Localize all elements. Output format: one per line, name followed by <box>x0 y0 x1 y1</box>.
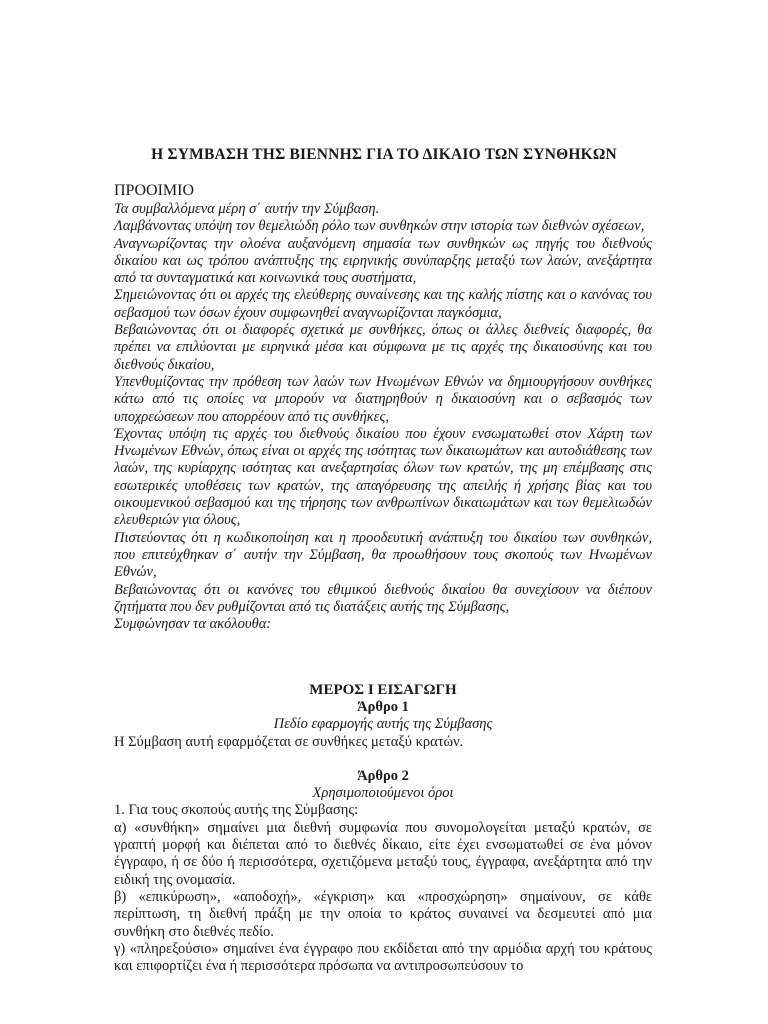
article-2-paragraph: 1. Για τους σκοπούς αυτής της Σύμβασης: <box>114 802 359 819</box>
part-one-section <box>114 681 652 975</box>
preamble-paragraph: Αναγνωρίζοντας την ολοένα αυξανόμενη σημασία των συνθηκών ως πηγής του διεθνούς δικαίου και ως τρόπου ανάπτυξης της ειρηνικής συνύπαρξης μεταξύ των λαών, ανεξάρτητα από τα συνταγματικά και κοινωνικά τους συστήματα, <box>114 235 652 287</box>
part-one-heading: ΜΕΡΟΣ Ι ΕΙΣΑΓΩΓΗ <box>309 682 457 698</box>
preamble-section <box>114 181 652 633</box>
preamble-paragraph: Έχοντας υπόψη τις αρχές του διεθνούς δικαίου που έχουν ενσωματωθεί στον Χάρτη των Ηνωμένων Εθνών, όπως είναι οι αρχές της ισότητας των δικαιωμάτων και αυτοδιάθεσης των λαών, της κυρίαρχης ισότητας και ανεξαρτησίας όλων των κρατών, της μη επέμβασης στις εσωτερικές υποθέσεις των κρατών, της απαγόρευσης της απειλής ή χρήσης βίας και του οικουμενικού σεβασμού και της τήρησης των ανθρωπίνων δικαιωμάτων και των θεμελιωδών ελευθεριών για όλους, <box>114 425 652 529</box>
preamble-paragraph: Σημειώνοντας ότι οι αρχές της ελεύθερης συναίνεσης και της καλής πίστης και ο κανόνας του σεβασμού των όσων έχουν συμφωνηθεί αναγνωρίζονται παγκόσμια, <box>114 287 652 321</box>
document-title: Η ΣΥΜΒΑΣΗ ΤΗΣ ΒΙΕΝΝΗΣ ΓΙΑ ΤΟ ΔΙΚΑΙΟ ΤΩΝ ΣΥΝΘΗΚΩΝ <box>151 146 617 163</box>
article-2-paragraph: γ) «πληρεξούσιο» σημαίνει ένα έγγραφο που εκδίδεται από την αρμόδια αρχή του κράτους και επιφορτίζει ένα ή περισσότερα πρόσωπα να αντιπροσωπεύσουν το <box>114 940 652 975</box>
article-1-text: Η Σύμβαση αυτή εφαρμόζεται σε συνθήκες μεταξύ κρατών. <box>114 733 464 750</box>
article-1-subtitle: Πεδίο εφαρμογής αυτής της Σύμβασης <box>273 716 493 733</box>
article-2-subtitle: Χρησιμοποιούμενοι όροι <box>312 785 454 802</box>
preamble-paragraph: Λαμβάνοντας υπόψη τον θεμελιώδη ρόλο των συνθηκών στην ιστορία των διεθνών σχέσεων, <box>114 218 645 235</box>
preamble-paragraph: Βεβαιώνοντας ότι οι κανόνες του εθιμικού διεθνούς δικαίου θα συνεχίσουν να διέπουν ζητήματα που δεν ρυθμίζονται από τις διατάξεις αυτής της Σύμβασης, <box>114 581 652 615</box>
preamble-paragraph: Συμφώνησαν τα ακόλουθα: <box>114 616 272 633</box>
article-1-heading: Άρθρο 1 <box>357 699 409 715</box>
preamble-paragraph: Πιστεύοντας ότι η κωδικοποίηση και η προοδευτική ανάπτυξη του δικαίου των συνθηκών, που επιτεύχθηκαν σ΄ αυτήν την Σύμβαση, θα προωθήσουν τους σκοπούς των Ηνωμένων Εθνών, <box>114 529 652 581</box>
preamble-paragraph: Τα συμβαλλόμενα μέρη σ΄ αυτήν την Σύμβαση. <box>114 201 380 217</box>
preamble-heading: ΠΡΟΟΙΜΙΟ <box>114 182 194 199</box>
spacer <box>114 751 652 768</box>
article-2-paragraph: β) «επικύρωση», «αποδοχή», «έγκριση» και «προσχώρηση» σημαίνουν, σε κάθε περίπτωση, τη διεθνή πράξη με την οποία το κράτος συναινεί να δεσμευτεί από μια συνθήκη στο διεθνές πεδίο. <box>114 888 652 940</box>
preamble-paragraph: Βεβαιώνοντας ότι οι διαφορές σχετικά με συνθήκες, όπως οι άλλες διεθνείς διαφορές, θα πρέπει να επιλύονται με ειρηνικά μέσα και σύμφωνα με τις αρχές της δικαιοσύνης και του διεθνούς δικαίου, <box>114 322 652 373</box>
preamble-paragraph: Υπενθυμίζοντας την πρόθεση των λαών των Ηνωμένων Εθνών να δημιουργήσουν συνθήκες κάτω από τις οποίες να μπορούν να διατηρηθούν η δικαιοσύνη και ο σεβασμός των υποχρεώσεων που απορρέουν από τις συνθήκες, <box>114 373 652 425</box>
article-2-paragraph: α) «συνθήκη» σημαίνει μια διεθνή συμφωνία που συνομολογείται μεταξύ κρατών, σε γραπτή μορφή και διέπεται από το διεθνές δίκαιο, είτε έχει ενσωματωθεί σε ένα μόνον έγγραφο, ή σε δύο ή περισσότερα, σχετιζόμενα μεταξύ τους, έγγραφα, ανεξάρτητα από την ειδική της ονομασία. <box>114 819 652 888</box>
article-2-heading: Άρθρο 2 <box>357 767 409 784</box>
